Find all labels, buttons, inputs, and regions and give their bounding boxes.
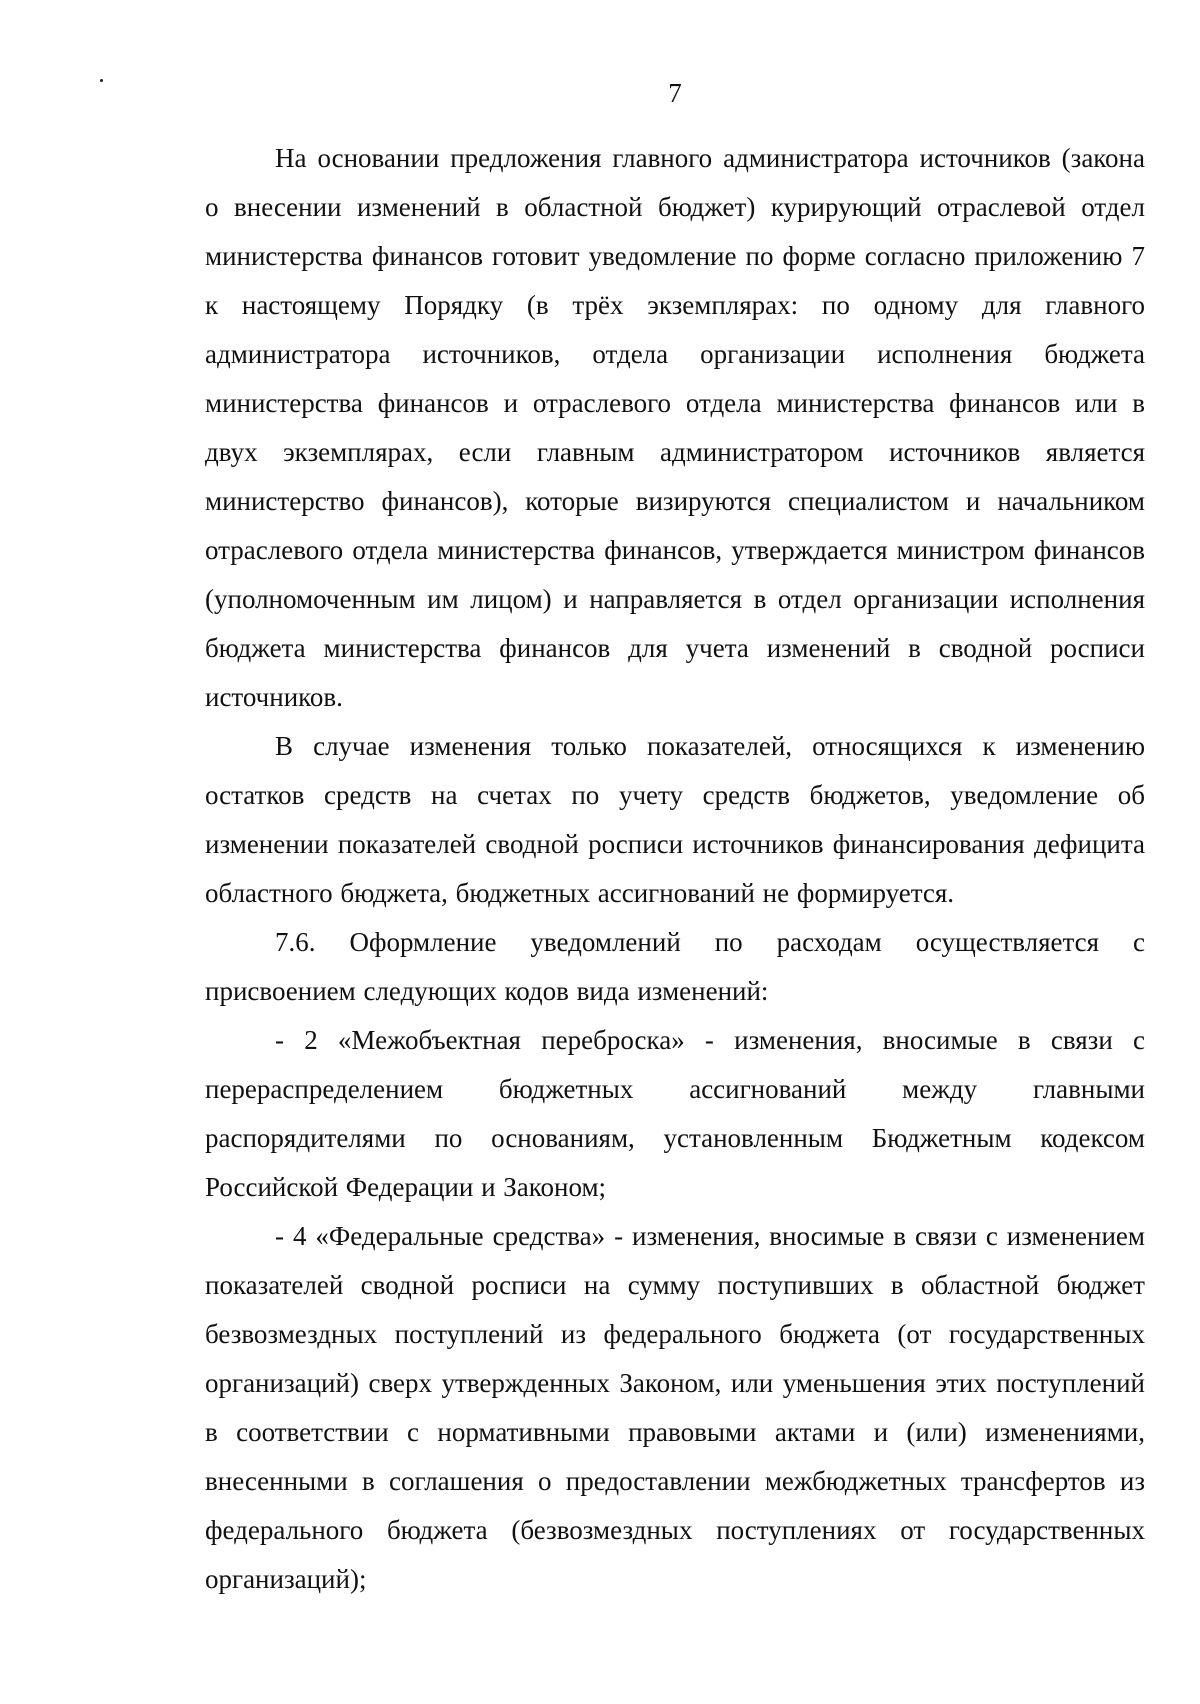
list-item-code-4: - 4 «Федеральные средства» - изменения, вносимые в связи с изменением показателей сводной росписи на сумму поступивших в областной бюджет безвозмездных поступлений из федерального бюджета (от государственных организаций) сверх утвержденных Законом, или уменьшения этих поступлений в соответствии с нормативными правовыми актами и (или) изменениями, внесенными в соглашения о предоставлении межбюджетных трансфертов из федерального бюджета (безвозмездных поступлениях от государственных организаций); bbox=[205, 1221, 1145, 1594]
paragraph-balance-changes: В случае изменения только показателей, относящихся к изменению остатков средств на счетах по учету средств бюджетов, уведомление об изменении показателей сводной росписи источников финансирования дефицита областного бюджета, бюджетных ассигнований не формируется. bbox=[205, 731, 1145, 908]
page-number: 7 bbox=[668, 78, 682, 108]
body-text bbox=[205, 134, 1145, 1604]
paragraph-section-7-6: 7.6. Оформление уведомлений по расходам осуществляется с присвоением следующих кодов вида изменений: bbox=[205, 927, 1145, 1006]
list-item-code-2: - 2 «Межобъектная переброска» - изменения, вносимые в связи с перераспределением бюджетных ассигнований между главными распорядителями по основаниям, установленным Бюджетным кодексом Российской Федерации и Законом; bbox=[205, 1025, 1145, 1202]
paragraph-notice-preparation: На основании предложения главного администратора источников (закона о внесении изменений в областной бюджет) курирующий отраслевой отдел министерства финансов готовит уведомление по форме согласно приложению 7 к настоящему Порядку (в трёх экземплярах: по одному для главного администратора источников, отдела организации исполнения бюджета министерства финансов и отраслевого отдела министерства финансов или в двух экземплярах, если главным администратором источников является министерство финансов), которые визируются специалистом и начальником отраслевого отдела министерства финансов, утверждается министром финансов (уполномоченным им лицом) и направляется в отдел организации исполнения бюджета министерства финансов для учета изменений в сводной росписи источников. bbox=[205, 143, 1145, 712]
